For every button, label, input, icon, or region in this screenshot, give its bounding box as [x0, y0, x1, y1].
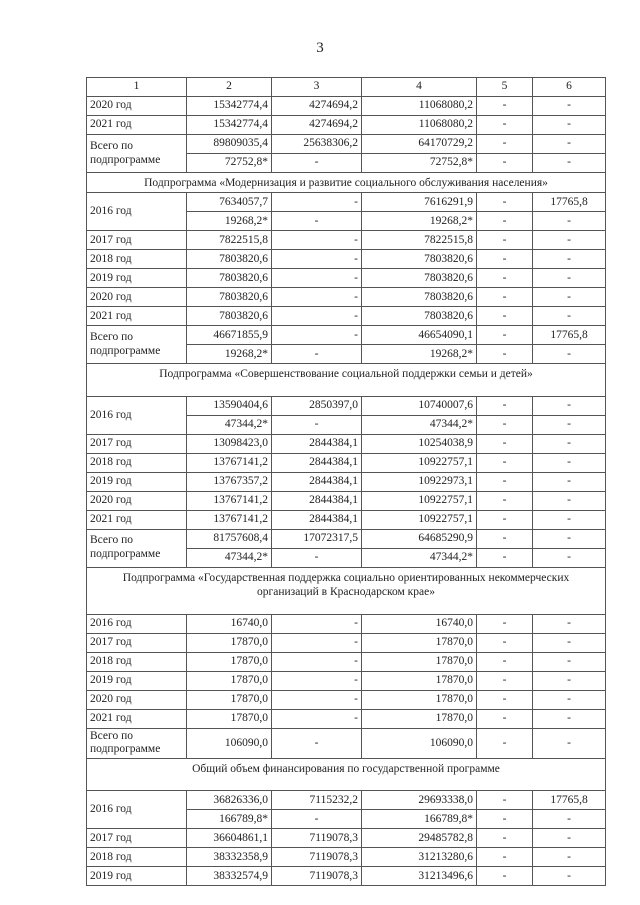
- subprogram-title-row: [87, 567, 606, 614]
- table-cell: -: [272, 250, 362, 269]
- subprogram-title: Подпрограмма «Государственная поддержка социально ориентированных некоммерческих организаций в Краснодарском крае»: [87, 567, 606, 614]
- table-cell: 17870,0: [362, 633, 477, 652]
- row-label: 2020 год: [87, 97, 187, 116]
- table-cell: 17765,8: [533, 791, 606, 810]
- table-cell: 25638306,2: [272, 135, 362, 154]
- table-cell: 31213496,6: [362, 867, 477, 886]
- table-cell: 7616291,9: [362, 193, 477, 212]
- table-cell: 17765,8: [533, 326, 606, 345]
- table-row: [87, 453, 606, 472]
- table-cell: -: [533, 728, 606, 759]
- table-cell: -: [272, 548, 362, 567]
- table-row: [87, 116, 606, 135]
- table-row: [87, 728, 606, 759]
- column-number: 3: [272, 78, 362, 97]
- table-cell: -: [477, 135, 533, 154]
- table-cell: -: [533, 867, 606, 886]
- subprogram-title-row: [87, 364, 606, 396]
- table-cell: 13767141,2: [187, 510, 272, 529]
- subprogram-title: Подпрограмма «Модернизация и развитие социального обслуживания населения»: [87, 173, 606, 193]
- table-cell: 46654090,1: [362, 326, 477, 345]
- table-cell: 16740,0: [187, 614, 272, 633]
- table-cell: -: [533, 307, 606, 326]
- table-cell: 2844384,1: [272, 491, 362, 510]
- table-cell: -: [533, 453, 606, 472]
- table-cell: -: [477, 810, 533, 829]
- table-cell: 31213280,6: [362, 848, 477, 867]
- column-number: 2: [187, 78, 272, 97]
- table-cell: -: [477, 472, 533, 491]
- table-cell: 29693338,0: [362, 791, 477, 810]
- table-cell: 4274694,2: [272, 116, 362, 135]
- table-row: [87, 269, 606, 288]
- table-row: [87, 829, 606, 848]
- row-label: 2016 год: [87, 791, 187, 829]
- row-label: 2016 год: [87, 193, 187, 231]
- table-cell: -: [533, 709, 606, 728]
- table-row: [87, 326, 606, 345]
- table-cell: 7803820,6: [362, 250, 477, 269]
- table-cell: 7803820,6: [362, 307, 477, 326]
- table-cell: -: [533, 690, 606, 709]
- column-number: 6: [533, 78, 606, 97]
- table-cell: 38332358,9: [187, 848, 272, 867]
- table-cell: 7115232,2: [272, 791, 362, 810]
- table-cell: 7119078,3: [272, 867, 362, 886]
- column-number-row: [87, 78, 606, 97]
- table-cell: 64170729,2: [362, 135, 477, 154]
- table-cell: -: [477, 548, 533, 567]
- row-label: 2017 год: [87, 231, 187, 250]
- table-cell: -: [272, 212, 362, 231]
- table-row: [87, 491, 606, 510]
- table-cell: -: [477, 231, 533, 250]
- table-cell: 11068080,2: [362, 116, 477, 135]
- table-cell: -: [477, 491, 533, 510]
- table-cell: -: [477, 396, 533, 415]
- table-cell: -: [477, 633, 533, 652]
- subprogram-title-row: [87, 173, 606, 193]
- row-label: 2016 год: [87, 396, 187, 434]
- table-cell: 2844384,1: [272, 453, 362, 472]
- financing-table: [86, 77, 606, 886]
- table-row: [87, 472, 606, 491]
- row-label: 2017 год: [87, 633, 187, 652]
- table-cell: 10922973,1: [362, 472, 477, 491]
- row-label: 2019 год: [87, 269, 187, 288]
- row-label: 2021 год: [87, 307, 187, 326]
- row-label: 2019 год: [87, 867, 187, 886]
- table-cell: -: [533, 154, 606, 173]
- table-cell: 17870,0: [187, 652, 272, 671]
- table-cell: 166789,8*: [362, 810, 477, 829]
- table-cell: -: [533, 671, 606, 690]
- table-cell: 19268,2*: [362, 212, 477, 231]
- table-cell: -: [272, 154, 362, 173]
- table-row: [87, 614, 606, 633]
- table-cell: 17870,0: [187, 690, 272, 709]
- table-cell: -: [533, 231, 606, 250]
- table-cell: -: [477, 288, 533, 307]
- table-cell: -: [533, 510, 606, 529]
- table-cell: 17870,0: [362, 652, 477, 671]
- table-cell: 7803820,6: [187, 288, 272, 307]
- table-cell: -: [272, 307, 362, 326]
- table-cell: -: [272, 345, 362, 364]
- column-number: 4: [362, 78, 477, 97]
- table-cell: 7803820,6: [362, 269, 477, 288]
- table-cell: -: [477, 529, 533, 548]
- table-cell: -: [477, 510, 533, 529]
- table-cell: -: [477, 116, 533, 135]
- table-cell: 17870,0: [187, 671, 272, 690]
- table-cell: 17870,0: [187, 709, 272, 728]
- table-row: [87, 633, 606, 652]
- table-row: [87, 396, 606, 415]
- table-cell: -: [477, 791, 533, 810]
- table-cell: -: [477, 193, 533, 212]
- table-row: [87, 791, 606, 810]
- table-cell: 46671855,9: [187, 326, 272, 345]
- table-cell: -: [477, 848, 533, 867]
- table-cell: -: [477, 307, 533, 326]
- table-cell: -: [272, 652, 362, 671]
- table-cell: -: [533, 829, 606, 848]
- table-cell: -: [477, 345, 533, 364]
- subprogram-title: Общий объем финансирования по государственной программе: [87, 759, 606, 791]
- table-cell: 7822515,8: [362, 231, 477, 250]
- table-cell: -: [477, 269, 533, 288]
- table-row: [87, 867, 606, 886]
- table-cell: -: [477, 867, 533, 886]
- table-cell: 10922757,1: [362, 510, 477, 529]
- table-cell: 7119078,3: [272, 829, 362, 848]
- table-row: [87, 307, 606, 326]
- table-cell: 13098423,0: [187, 434, 272, 453]
- table-cell: 13767141,2: [187, 491, 272, 510]
- table-cell: 2850397,0: [272, 396, 362, 415]
- table-cell: -: [272, 326, 362, 345]
- table-cell: 11068080,2: [362, 97, 477, 116]
- table-cell: -: [477, 652, 533, 671]
- table-cell: -: [272, 633, 362, 652]
- table-cell: -: [533, 633, 606, 652]
- table-cell: -: [272, 415, 362, 434]
- table-cell: 7119078,3: [272, 848, 362, 867]
- table-cell: -: [477, 97, 533, 116]
- table-row: [87, 434, 606, 453]
- table-cell: 15342774,4: [187, 97, 272, 116]
- table-cell: 13590404,6: [187, 396, 272, 415]
- table-cell: 2844384,1: [272, 472, 362, 491]
- row-label: 2020 год: [87, 288, 187, 307]
- table-cell: -: [477, 326, 533, 345]
- table-cell: 10922757,1: [362, 453, 477, 472]
- table-cell: 13767141,2: [187, 453, 272, 472]
- table-cell: -: [533, 135, 606, 154]
- table-cell: 2844384,1: [272, 434, 362, 453]
- table-cell: 4274694,2: [272, 97, 362, 116]
- table-cell: 17870,0: [362, 690, 477, 709]
- table-cell: 19268,2*: [187, 345, 272, 364]
- table-cell: 89809035,4: [187, 135, 272, 154]
- table-cell: 166789,8*: [187, 810, 272, 829]
- table-cell: -: [272, 288, 362, 307]
- table-cell: 47344,2*: [187, 415, 272, 434]
- table-row: [87, 510, 606, 529]
- row-label: 2019 год: [87, 671, 187, 690]
- table-cell: 47344,2*: [362, 548, 477, 567]
- row-label: 2017 год: [87, 434, 187, 453]
- table-cell: -: [272, 728, 362, 759]
- table-cell: 38332574,9: [187, 867, 272, 886]
- table-cell: -: [533, 614, 606, 633]
- table-cell: -: [477, 250, 533, 269]
- table-cell: 7634057,7: [187, 193, 272, 212]
- table-cell: -: [477, 614, 533, 633]
- column-number: 5: [477, 78, 533, 97]
- subprogram-total-label: Всего по подпрограмме: [87, 135, 187, 173]
- table-cell: -: [533, 548, 606, 567]
- row-label: 2020 год: [87, 491, 187, 510]
- row-label: 2019 год: [87, 472, 187, 491]
- table-cell: 29485782,8: [362, 829, 477, 848]
- table-cell: -: [533, 529, 606, 548]
- table-cell: -: [272, 709, 362, 728]
- table-cell: 47344,2*: [362, 415, 477, 434]
- table-cell: 17072317,5: [272, 529, 362, 548]
- row-label: 2021 год: [87, 709, 187, 728]
- table-cell: 72752,8*: [362, 154, 477, 173]
- subprogram-total-label: Всего по подпрограмме: [87, 529, 187, 567]
- table-cell: -: [533, 652, 606, 671]
- table-row: [87, 135, 606, 154]
- table-cell: 72752,8*: [187, 154, 272, 173]
- table-cell: 19268,2*: [362, 345, 477, 364]
- row-label: 2018 год: [87, 453, 187, 472]
- table-cell: -: [272, 810, 362, 829]
- subprogram-title: Подпрограмма «Совершенствование социальной поддержки семьи и детей»: [87, 364, 606, 396]
- table-cell: 10254038,9: [362, 434, 477, 453]
- table-cell: 13767357,2: [187, 472, 272, 491]
- table-cell: -: [533, 810, 606, 829]
- table-row: [87, 671, 606, 690]
- row-label: 2021 год: [87, 116, 187, 135]
- table-cell: -: [533, 288, 606, 307]
- table-cell: -: [533, 116, 606, 135]
- table-cell: -: [477, 690, 533, 709]
- table-cell: -: [533, 250, 606, 269]
- table-row: [87, 193, 606, 212]
- table-cell: -: [533, 491, 606, 510]
- table-cell: -: [272, 231, 362, 250]
- table-cell: -: [533, 848, 606, 867]
- table-cell: 47344,2*: [187, 548, 272, 567]
- table-cell: 7822515,8: [187, 231, 272, 250]
- table-cell: 36826336,0: [187, 791, 272, 810]
- table-cell: -: [477, 671, 533, 690]
- table-row: [87, 97, 606, 116]
- row-label: 2017 год: [87, 829, 187, 848]
- table-row: [87, 652, 606, 671]
- table-cell: -: [477, 709, 533, 728]
- table-cell: 19268,2*: [187, 212, 272, 231]
- page-number: 3: [316, 40, 324, 56]
- table-cell: -: [533, 97, 606, 116]
- table-cell: -: [272, 690, 362, 709]
- table-row: [87, 288, 606, 307]
- table-cell: 7803820,6: [187, 250, 272, 269]
- row-label: 2018 год: [87, 652, 187, 671]
- table-row: [87, 529, 606, 548]
- table-row: [87, 848, 606, 867]
- table-cell: -: [533, 472, 606, 491]
- table-cell: 15342774,4: [187, 116, 272, 135]
- table-cell: -: [533, 269, 606, 288]
- table-cell: 17870,0: [362, 709, 477, 728]
- table-cell: 16740,0: [362, 614, 477, 633]
- table-cell: 10922757,1: [362, 491, 477, 510]
- table-cell: 7803820,6: [187, 307, 272, 326]
- table-row: [87, 250, 606, 269]
- row-label: 2020 год: [87, 690, 187, 709]
- table-cell: -: [477, 434, 533, 453]
- row-label: 2018 год: [87, 250, 187, 269]
- subprogram-title-row: [87, 759, 606, 791]
- table-cell: 17870,0: [187, 633, 272, 652]
- table-cell: -: [533, 434, 606, 453]
- table-row: [87, 709, 606, 728]
- table-cell: -: [477, 453, 533, 472]
- subprogram-total-label: Всего по подпрограмме: [87, 326, 187, 364]
- table-cell: -: [477, 829, 533, 848]
- table-cell: 7803820,6: [187, 269, 272, 288]
- table-cell: 17765,8: [533, 193, 606, 212]
- table-cell: -: [272, 269, 362, 288]
- table-cell: -: [533, 212, 606, 231]
- table-cell: 81757608,4: [187, 529, 272, 548]
- table-cell: -: [272, 193, 362, 212]
- subprogram-total-label: Всего по подпрограмме: [87, 728, 187, 759]
- table-cell: 36604861,1: [187, 829, 272, 848]
- table-cell: -: [272, 614, 362, 633]
- table-cell: 106090,0: [362, 728, 477, 759]
- row-label: 2018 год: [87, 848, 187, 867]
- table-cell: 64685290,9: [362, 529, 477, 548]
- table-cell: -: [477, 415, 533, 434]
- table-cell: 106090,0: [187, 728, 272, 759]
- table-cell: 2844384,1: [272, 510, 362, 529]
- column-number: 1: [87, 78, 187, 97]
- table-cell: -: [533, 345, 606, 364]
- table-cell: -: [477, 154, 533, 173]
- table-cell: 17870,0: [362, 671, 477, 690]
- table-cell: 10740007,6: [362, 396, 477, 415]
- table-row: [87, 690, 606, 709]
- row-label: 2021 год: [87, 510, 187, 529]
- row-label: 2016 год: [87, 614, 187, 633]
- table-cell: -: [533, 415, 606, 434]
- table-row: [87, 231, 606, 250]
- table-cell: 7803820,6: [362, 288, 477, 307]
- table-cell: -: [533, 396, 606, 415]
- table-cell: -: [477, 728, 533, 759]
- table-cell: -: [272, 671, 362, 690]
- table-cell: -: [477, 212, 533, 231]
